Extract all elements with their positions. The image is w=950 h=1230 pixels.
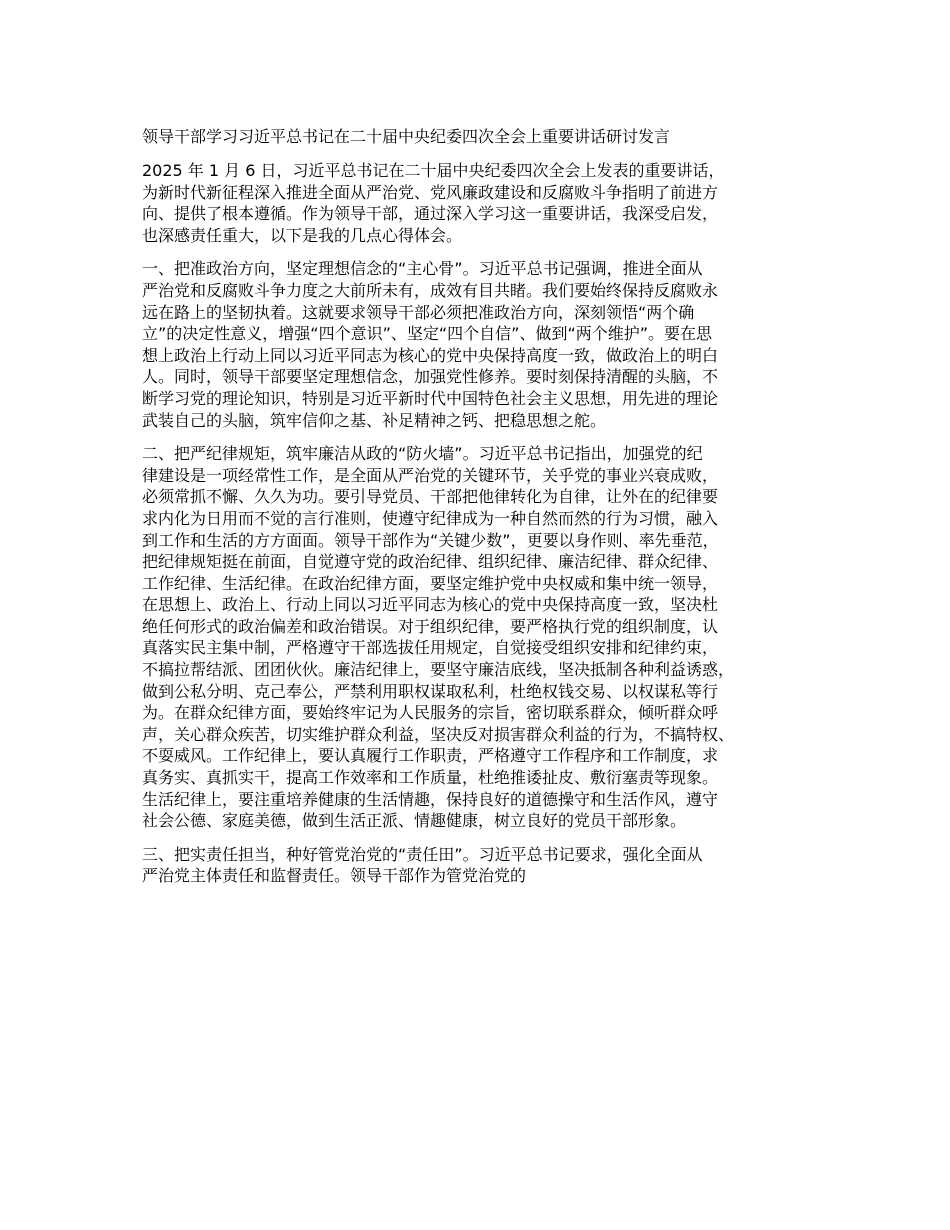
paragraph-line: 为新时代新征程深入推进全面从严治党、党风廉政建设和反腐败斗争指明了前进方 — [142, 182, 719, 202]
paragraph-section-1 — [142, 258, 832, 431]
paragraph-line: 求内化为日用而不觉的言行准则，使遵守纪律成为一种自然而然的行为习惯，融入 — [142, 508, 719, 528]
paragraph-section-3 — [142, 844, 832, 887]
paragraph-line: 必须常抓不懈、久久为功。要引导党员、干部把他律转化为自律，让外在的纪律要 — [142, 487, 719, 507]
paragraph-line: 人。同时，领导干部要坚定理想信念，加强党性修养。要时刻保持清醒的头脑，不 — [142, 367, 719, 387]
paragraph-line: 不耍威风。工作纪律上，要认真履行工作职责，严格遵守工作程序和工作制度，求 — [142, 746, 719, 766]
paragraph-line: 在思想上、政治上、行动上同以习近平同志为核心的党中央保持高度一致，坚决杜 — [142, 595, 719, 615]
paragraph-line: 做到公私分明、克己奉公，严禁利用职权谋取私利，杜绝权钱交易、以权谋私等行 — [142, 681, 719, 701]
paragraph-line: 声，关心群众疾苦，切实维护群众利益，坚决反对损害群众利益的行为，不搞特权、 — [142, 724, 735, 744]
paragraph-line: 远在路上的坚韧执着。这就要求领导干部必须把准政治方向，深刻领悟“两个确 — [142, 302, 695, 322]
paragraph-line: 立”的决定性意义，增强“四个意识”、坚定“四个自信”、做到“两个维护”。要在思 — [142, 324, 713, 344]
paragraph-line: 二、把严纪律规矩，筑牢廉洁从政的“防火墙”。习近平总书记指出，加强党的纪 — [142, 444, 703, 464]
paragraph-line: 绝任何形式的政治偏差和政治错误。对于组织纪律，要严格执行党的组织制度，认 — [142, 616, 719, 636]
paragraph-line: 一、把准政治方向，坚定理想信念的“主心骨”。习近平总书记强调，推进全面从 — [142, 259, 703, 279]
paragraph-line: 真落实民主集中制，严格遵守干部选拔任用规定，自觉接受组织安排和纪律约束， — [142, 638, 719, 658]
paragraph-line: 把纪律规矩挺在前面，自觉遵守党的政治纪律、组织纪律、廉洁纪律、群众纪律、 — [142, 552, 719, 572]
document-title: 领导干部学习习近平总书记在二十届中央纪委四次全会上重要讲话研讨发言 — [142, 127, 671, 146]
paragraph-line: 生活纪律上，要注重培养健康的生活情趣，保持良好的道德操守和生活作风，遵守 — [142, 789, 719, 809]
paragraph-line: 向、提供了根本遵循。作为领导干部，通过深入学习这一重要讲话，我深受启发， — [142, 204, 719, 224]
paragraph-line: 想上政治上行动上同以习近平同志为核心的党中央保持高度一致，做政治上的明白 — [142, 345, 719, 365]
document-body — [142, 126, 832, 899]
paragraph-line: 严治党主体责任和监督责任。领导干部作为管党治党的 — [142, 866, 527, 886]
paragraph-line: 不搞拉帮结派、团团伙伙。廉洁纪律上，要坚守廉洁底线，坚决抵制各种利益诱惑， — [142, 660, 735, 680]
paragraph-line: 也深感责任重大，以下是我的几点心得体会。 — [142, 225, 463, 245]
paragraph-line: 三、把实责任担当，种好管党治党的“责任田”。习近平总书记要求，强化全面从 — [142, 844, 703, 864]
paragraph-intro — [142, 160, 832, 246]
paragraph-line: 武装自己的头脑，筑牢信仰之基、补足精神之钙、把稳思想之舵。 — [142, 410, 607, 430]
paragraph-line: 2025 年 1 月 6 日，习近平总书记在二十届中央纪委四次全会上发表的重要讲话， — [142, 161, 725, 180]
paragraph-line: 断学习党的理论知识，特别是习近平新时代中国特色社会主义思想，用先进的理论 — [142, 388, 719, 408]
paragraph-line: 到工作和生活的方方面面。领导干部作为“关键少数”，更要以身作则、率先垂范， — [142, 530, 719, 550]
paragraph-section-2 — [142, 443, 832, 832]
paragraph-line: 社会公德、家庭美德，做到生活正派、情趣健康，树立良好的党员干部形象。 — [142, 811, 687, 831]
paragraph-line: 为。在群众纪律方面，要始终牢记为人民服务的宗旨，密切联系群众，倾听群众呼 — [142, 703, 719, 723]
paragraph-line: 严治党和反腐败斗争力度之大前所未有，成效有目共睹。我们要始终保持反腐败永 — [142, 280, 719, 300]
paragraph-line: 真务实、真抓实干，提高工作效率和工作质量，杜绝推诿扯皮、敷衍塞责等现象。 — [142, 768, 719, 788]
paragraph-line: 工作纪律、生活纪律。在政治纪律方面，要坚定维护党中央权威和集中统一领导， — [142, 573, 719, 593]
paragraph-line: 律建设是一项经常性工作，是全面从严治党的关键环节，关乎党的事业兴衰成败， — [142, 465, 719, 485]
